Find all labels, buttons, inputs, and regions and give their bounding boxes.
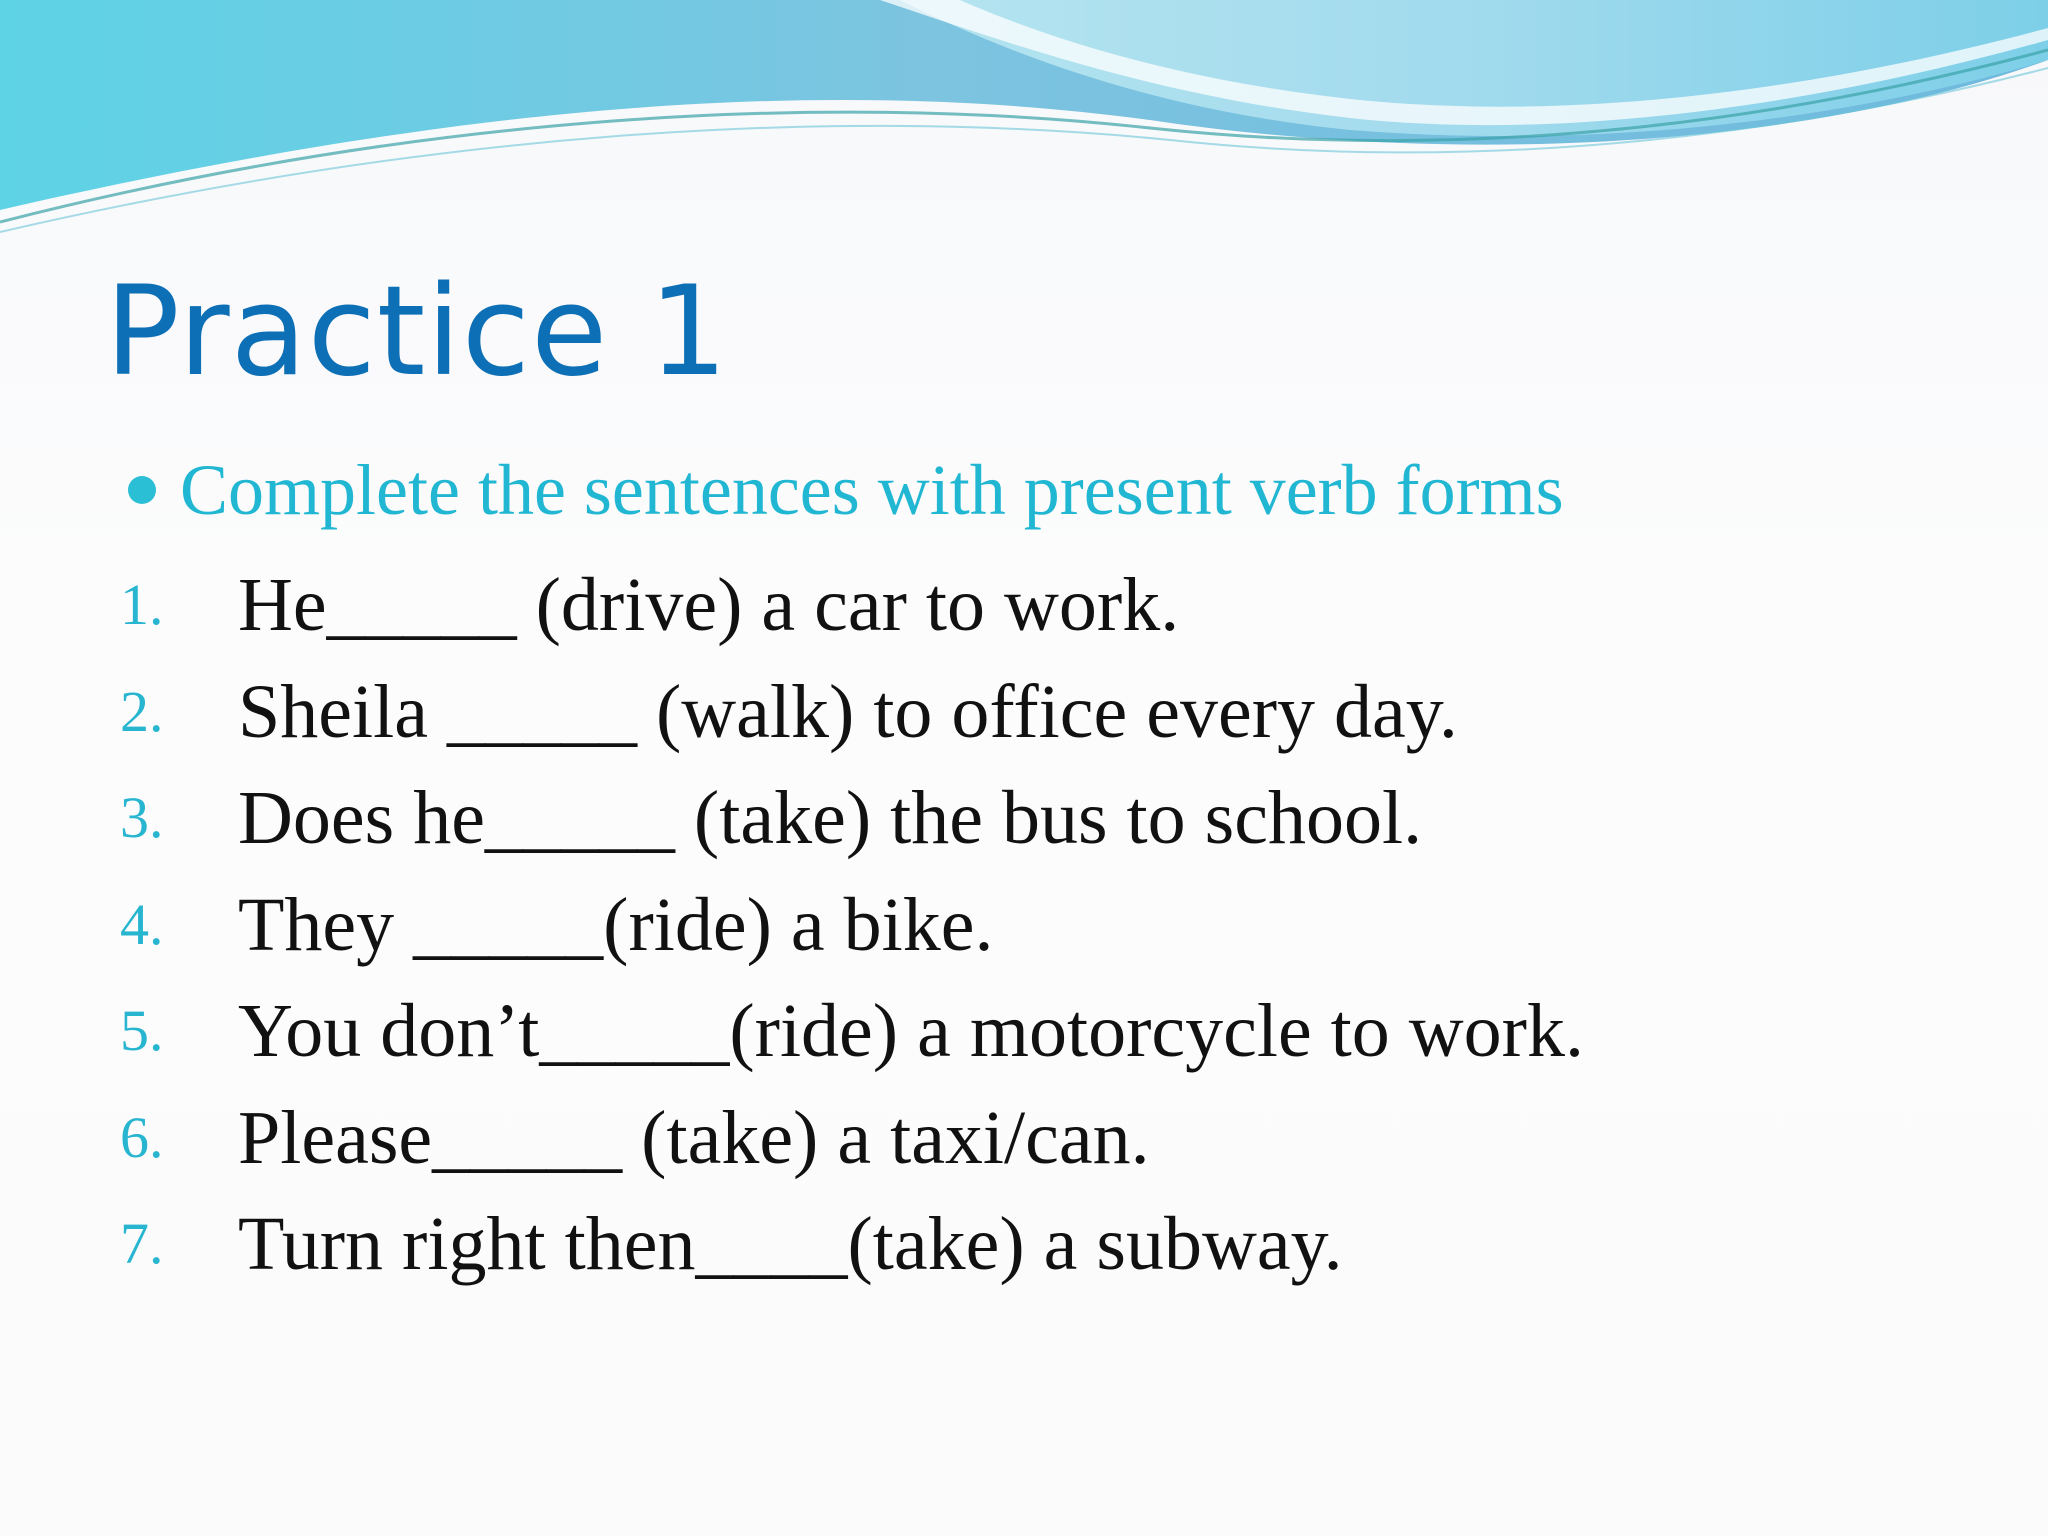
list-item	[120, 552, 1584, 659]
instruction-bullet	[128, 448, 1564, 532]
item-sentence: Please_____ (take) a taxi/can.	[238, 1095, 1150, 1180]
item-sentence: Turn right then____(take) a subway.	[238, 1202, 1343, 1287]
item-number: 2.	[120, 678, 164, 744]
wave-header-decoration	[0, 0, 2048, 240]
item-number: 7.	[120, 1211, 164, 1277]
list-item	[120, 1085, 1584, 1192]
item-number: 3.	[120, 785, 164, 851]
exercise-list	[120, 552, 1584, 1298]
item-sentence: Sheila _____ (walk) to office every day.	[238, 669, 1458, 754]
list-item	[120, 765, 1584, 872]
item-sentence: Does he_____ (take) the bus to school.	[238, 776, 1423, 861]
list-item	[120, 978, 1584, 1085]
item-number: 6.	[120, 1104, 164, 1170]
item-sentence: You don’t_____(ride) a motorcycle to work.	[238, 989, 1584, 1074]
item-sentence: He_____ (drive) a car to work.	[238, 563, 1180, 648]
slide-title: Practice 1	[105, 260, 729, 404]
list-item	[120, 1191, 1584, 1298]
item-number: 5.	[120, 998, 164, 1064]
instruction-text: Complete the sentences with present verb forms	[180, 450, 1564, 530]
list-item	[120, 872, 1584, 979]
item-sentence: They _____(ride) a bike.	[238, 882, 994, 967]
item-number: 4.	[120, 891, 164, 957]
item-number: 1.	[120, 572, 164, 638]
filled-circle-bullet-icon	[128, 476, 156, 504]
list-item	[120, 659, 1584, 766]
